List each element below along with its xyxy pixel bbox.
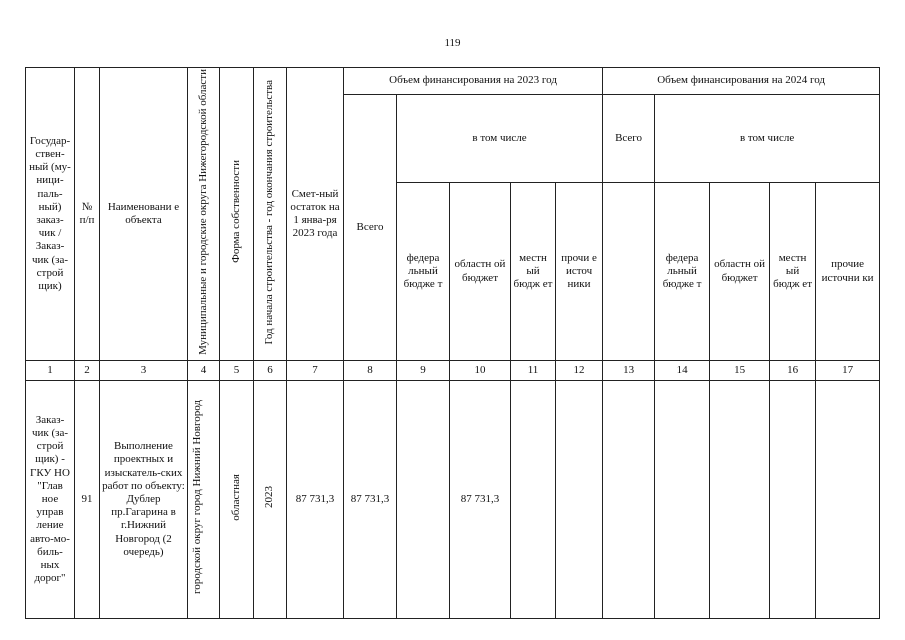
header-including-2023: в том числе [397,95,603,183]
column-number-row [26,361,880,381]
header-years: Год начала строительства - год окончания строительства [263,79,276,345]
header-total-2024-blank [603,183,655,361]
header-federal-2024: федера льный бюдже т [655,183,710,361]
row-local-2023 [511,381,556,619]
header-including-2024: в том числе [655,95,880,183]
header-municipality: Муниципальные и городские округа Нижегородской области [196,69,209,355]
header-local-2024: местн ый бюдж ет [770,183,816,361]
column-number: 11 [511,361,556,381]
row-federal-2024 [655,381,710,619]
row-ownership-cell [220,381,254,619]
column-number: 2 [75,361,100,381]
row-total-2024 [603,381,655,619]
row-regional-2023: 87 731,3 [450,381,511,619]
row-other-2024 [816,381,880,619]
row-local-2024 [770,381,816,619]
row-object-name: Выполнение проектных и изыскатель-ских работ по объекту: Дублер пр.Гагарина в г.Нижний Новгород (2 очередь) [100,381,188,619]
row-num: 91 [75,381,100,619]
financing-table [25,67,880,619]
row-municipality-cell [188,381,220,619]
row-ownership: областная [229,474,242,521]
column-number: 5 [220,361,254,381]
header-local-2023: местн ый бюдж ет [511,183,556,361]
column-number: 14 [655,361,710,381]
column-number: 7 [287,361,344,381]
column-number: 1 [26,361,75,381]
row-municipality: городской округ город Нижний Новгород [190,400,203,595]
header-total-2023: Всего [344,95,397,361]
column-number: 13 [603,361,655,381]
column-number: 4 [188,361,220,381]
header-ownership-cell [220,68,254,361]
header-fin-2024: Объем финансирования на 2024 год [603,68,880,95]
column-number: 16 [770,361,816,381]
header-total-2024: Всего [603,95,655,183]
column-number: 12 [556,361,603,381]
header-num: № п/п [75,68,100,361]
row-regional-2024 [710,381,770,619]
header-other-2023: прочи е источ ники [556,183,603,361]
column-number: 9 [397,361,450,381]
row-other-2023 [556,381,603,619]
header-estimate: Смет-ный остаток на 1 янва-ря 2023 года [287,68,344,361]
column-number: 10 [450,361,511,381]
column-number: 3 [100,361,188,381]
header-other-2024: прочие источни ки [816,183,880,361]
column-number: 6 [254,361,287,381]
row-customer: Заказ-чик (за-строй щик) - ГКУ НО "Глав ное управ ление авто-мо-биль-ных дорог" [26,381,75,619]
row-years-cell [254,381,287,619]
page-number: 119 [444,37,461,49]
header-municipality-cell [188,68,220,361]
row-years: 2023 [263,486,276,509]
column-number: 15 [710,361,770,381]
header-ownership: Форма собственности [229,160,242,264]
header-fin-2023: Объем финансирования на 2023 год [344,68,603,95]
header-customer: Государ-ствен-ный (му-ници-паль-ный) заказ-чик / Заказ-чик (за-строй щик) [26,68,75,361]
header-regional-2024: областн ой бюджет [710,183,770,361]
header-object-name: Наименовани е объекта [100,68,188,361]
column-number: 17 [816,361,880,381]
header-federal-2023: федера льный бюдже т [397,183,450,361]
row-total-2023: 87 731,3 [344,381,397,619]
header-years-cell [254,68,287,361]
column-number: 8 [344,361,397,381]
row-estimate: 87 731,3 [287,381,344,619]
header-regional-2023: областн ой бюджет [450,183,511,361]
table-row [26,381,880,619]
row-federal-2023 [397,381,450,619]
